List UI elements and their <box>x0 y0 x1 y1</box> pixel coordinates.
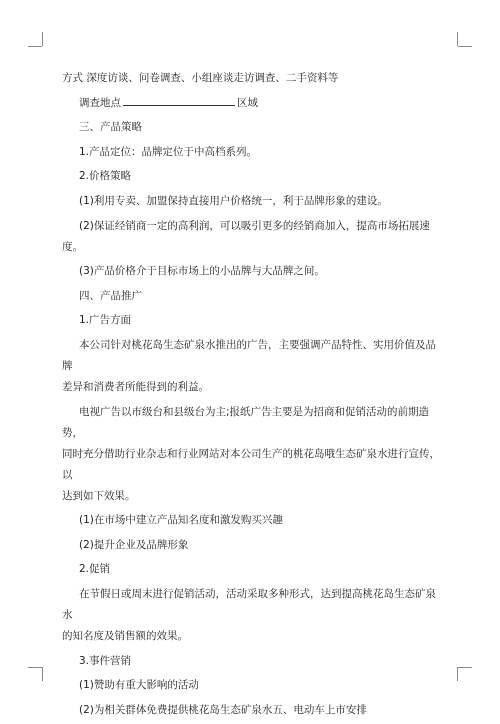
advertising-heading: 1.广告方面 <box>79 314 132 327</box>
product-positioning: 1.产品定位：品牌定位于中高档系列。 <box>79 145 258 158</box>
survey-methods-line: 方式 深度访谈、问卷调查、小组座谈走访调查、二手资料等 <box>62 72 339 84</box>
section-heading-promotion: 四、产品推广 <box>79 289 142 302</box>
sales-promotion-heading: 2.促销 <box>79 563 111 576</box>
sales-promotion-line-2: 的知名度及销售额的效果。 <box>62 629 188 642</box>
advertising-paragraph-1-line-1: 本公司针对桃花岛生态矿泉水推出的广告，主要强调产品特性、实用价值及品牌 <box>62 338 436 372</box>
advertising-paragraph-2-line-3: 达到如下效果。 <box>62 489 136 502</box>
pricing-heading: 2.价格策略 <box>79 170 132 183</box>
advertising-effect-1: (1)在市场中建立产品知名度和激发购买兴趣 <box>79 514 283 527</box>
crop-mark-top-left <box>28 32 44 48</box>
crop-mark-top-right <box>456 32 472 48</box>
pricing-item-2: (2)保证经销商一定的高利润，可以吸引更多的经销商加入，提高市场拓展速度。 <box>62 219 430 253</box>
crop-mark-bottom-right <box>456 666 472 682</box>
document-body <box>62 68 442 724</box>
advertising-effect-2: (2)提升企业及品牌形象 <box>79 538 189 551</box>
survey-location-suffix: 区域 <box>237 96 258 109</box>
crop-mark-bottom-left <box>28 666 44 682</box>
pricing-item-1: (1)利用专卖、加盟保持直接用户价格统一，利于品牌形象的建设。 <box>79 194 388 207</box>
advertising-paragraph-2 <box>62 402 442 507</box>
event-marketing-item-2: (2)为相关群体免费提供桃花岛生态矿泉水五、电动车上市安排 <box>79 703 367 716</box>
section-heading-product-strategy: 三、产品策略 <box>79 121 142 134</box>
event-marketing-item-1: (1)赞助有重大影响的活动 <box>79 679 199 692</box>
advertising-paragraph-1-line-2: 差异和消费者所能得到的利益。 <box>62 380 209 393</box>
sales-promotion-line-1: 在节假日或周末进行促销活动，活动采取多种形式，达到提高桃花岛生态矿泉水 <box>62 587 436 621</box>
advertising-paragraph-2-line-1: 电视广告以市级台和县级台为主;报纸广告主要是为招商和促销活动的前期造势， <box>62 405 430 439</box>
event-marketing-heading: 3.事件营销 <box>79 654 132 667</box>
advertising-paragraph-1 <box>62 335 442 398</box>
pricing-item-3: (3)产品价格介于目标市场上的小品牌与大品牌之间。 <box>79 265 325 278</box>
survey-location-line <box>62 93 442 114</box>
advertising-paragraph-2-line-2: 同时充分借助行业杂志和行业网站对本公司生产的桃花岛哦生态矿泉水进行宣传，以 <box>62 447 440 481</box>
survey-location-blank[interactable] <box>123 94 235 106</box>
survey-location-label: 调查地点 <box>79 96 121 109</box>
sales-promotion-paragraph <box>62 584 442 647</box>
